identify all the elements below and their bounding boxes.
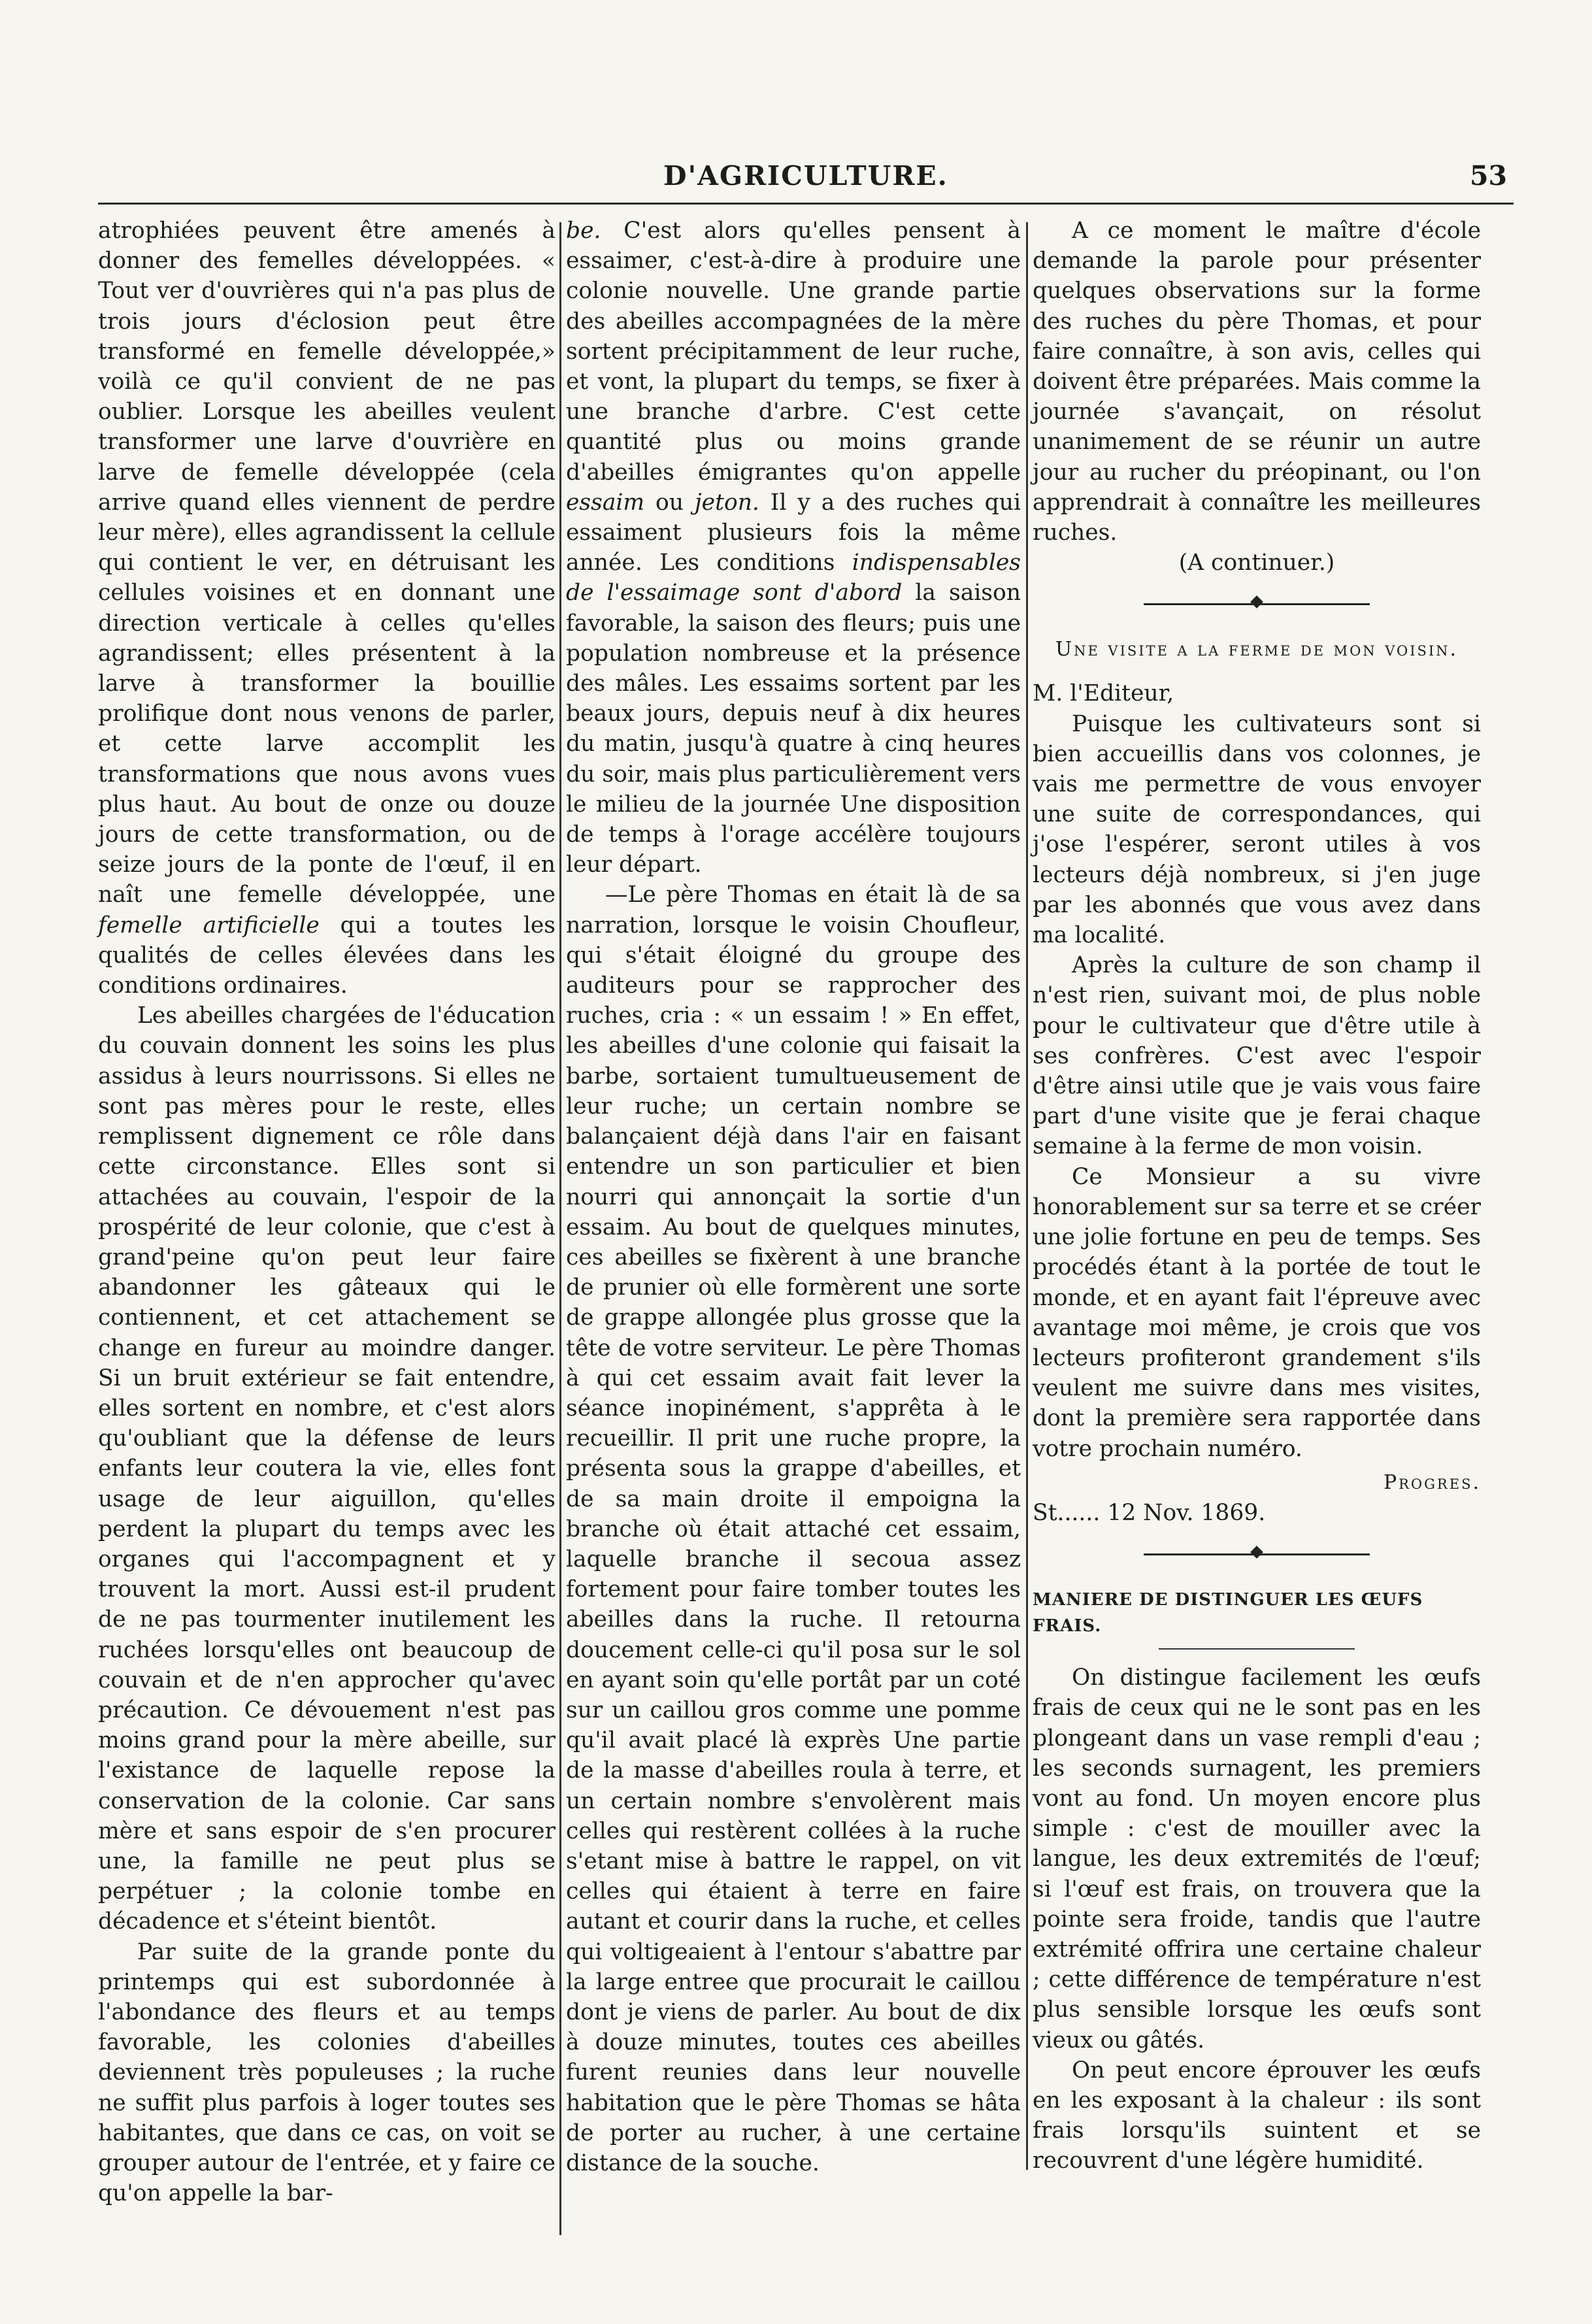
page-number: 53: [1469, 160, 1507, 191]
paragraph: —Le père Thomas en était là de sa narration, lorsque le voisin Choufleur, qui s'était éloigné du groupe des auditeurs pour se rapprocher des ruches, cria : « un essaim ! » En effet, les abeilles d'une colonie qui faisait la barbe, sortaient tumultueusement de leur ruche; un certain nombre se balançaient déjà dans l'air en faisant entendre un son particulier et bien nourri qui annonçait la sortie d'un essaim. Au bout de quelques minutes, ces abeilles se fixèrent à une branche de prunier où elle formèrent une sorte de grappe allongée plus grosse que la tête de votre serviteur. Le père Thomas à qui cet essaim avait fait lever la séance inopinément, s'apprêta à le recueillir. Il prit une ruche propre, la présenta sous la grappe d'abeilles, et de sa main droite il empoigna la branche où était attaché cet essaim, laquelle branche il secoua assez fortement pour faire tomber toutes les abeilles dans la ruche. Il retourna doucement celle-ci qu'il posa sur le sol en ayant soin qu'elle portât par un coté sur un caillou gros comme une pomme qu'il avait placé là exprès Une partie de la masse d'abeilles roula à terre, et un certain nombre s'envolèrent mais celles qui restèrent collées à la ruche s'etant mise à battre le rappel, on vit celles qui étaient à terre en faire autant et courir dans la ruche, et celles qui voltigeaient à l'entour s'abattre par la large entree que procurait le caillou dont je viens de parler. Au bout de dix à douze minutes, toutes ces abeilles furent reunies dans leur nouvelle habitation que le père Thomas se hâta de porter au rucher, à une certaine distance de la souche.: [566, 882, 1021, 2176]
salutation: M. l'Editeur,: [1033, 680, 1174, 707]
paragraph: atrophiées peuvent être amenés à donner des femelles développées. « Tout ver d'ouvrières qui n'a pas plus de trois jours d'éclosion peut être transformé en femelle développée,» voilà ce qu'il convient de ne pas oublier. Lorsque les abeilles veulent transformer une larve d'ouvrière en larve de femelle développée (cela arrive quand elles viennent de perdre leur mère), elles agrandissent la cellule qui contient le ver, en détruisant les cellules voisines et en donnant une direction verticale à celles qu'elles agrandissent; elles présentent à la larve à transformer la bouillie prolifique dont nous venons de parler, et cette larve accomplit les transformations que nous avons vues plus haut. Au bout de onze ou douze jours de cette transformation, ou de seize jours de la ponte de l'œuf, il en naît une femelle développée, une femelle artificielle qui a toutes les qualités de celles élevées dans les conditions ordinaires.: [98, 218, 556, 999]
section-title-eggs: MANIERE DE DISTINGUER LES ŒUFS FRAIS.: [1033, 1590, 1423, 1636]
column-3: [1033, 216, 1481, 2176]
emphasis: femelle artificielle: [98, 912, 320, 938]
column-1: [98, 216, 556, 2208]
paragraph: be. C'est alors qu'elles pensent à essaimer, c'est-à-dire à produire une colonie nouvelle. Une grande partie des abeilles accompagnées de la mère sortent précipitamment de leur ruche, et vont, la plupart du temps, se fixer à une branche d'arbre. C'est cette quantité plus ou moins grande d'abeilles émigrantes qu'on appelle essaim ou jeton. Il y a des ruches qui essaiment plusieurs fois la même année. Les conditions indispensables de l'essaimage sont d'abord la saison favorable, la saison des fleurs; puis une population nombreuse et la présence des mâles. Les essaims sortent par les beaux jours, depuis neuf à dix heures du matin, jusqu'à quatre à cinq heures du soir, mais plus particulièrement vers le milieu de la journée Une disposition de temps à l'orage accélère toujours leur départ.: [566, 218, 1021, 878]
column-2: [566, 216, 1021, 2178]
section-separator: [1033, 1541, 1481, 1567]
paragraph: On distingue facilement les œufs frais de ceux qui ne le sont pas en les plongeant dans un vase rempli d'eau ; les seconds surnagent, les premiers vont au fond. Un moyen encore plus simple : c'est de mouiller avec la langue, les deux extremités de l'œuf; si l'œuf est frais, on trouvera que la pointe sera froide, tandis que l'autre extrémité offrira une certaine chaleur ; cette différence de température n'est plus sensible lorsque les œufs sont vieux ou gâtés.: [1033, 1665, 1481, 2053]
place-date: St...... 12 Nov. 1869.: [1033, 1499, 1266, 1526]
paragraph: On peut encore éprouver les œufs en les exposant à la chaleur : ils sont frais lorsqu'ils suintent et se recouvrent d'une légère humidité.: [1033, 2057, 1481, 2174]
paragraph: Ce Monsieur a su vivre honorablement sur sa terre et se créer une jolie fortune en peu de temps. Ses procédés étant à la portée de tout le monde, et en ayant fait l'épreuve avec avantage moi même, je crois que vos lecteurs profiteront grandement s'ils veulent me suivre dans mes visites, dont la première sera rapportée dans votre prochain numéro.: [1033, 1163, 1481, 1462]
title-underline: [1159, 1648, 1355, 1650]
paragraph: Puisque les cultivateurs sont si bien accueillis dans vos colonnes, je vais me permettre de vous envoyer une suite de correspondances, qui j'ose l'espérer, seront utiles à vos lecteurs déjà nombreux, si j'en juge par les abonnés que vous avez dans ma localité.: [1033, 710, 1481, 949]
paragraph: Après la culture de son champ il n'est rien, suivant moi, de plus noble pour le cultivateur que d'être utile à ses confrères. C'est avec l'espoir d'être ainsi utile que je vais vous faire part d'une visite que je ferai chaque semaine à la ferme de mon voisin.: [1033, 952, 1481, 1160]
to-be-continued: (A continuer.): [1178, 550, 1335, 576]
running-title: D'AGRICULTURE.: [663, 160, 948, 191]
header-rule: [98, 203, 1514, 205]
section-title-visit: Une visite a la ferme de mon voisin.: [1055, 638, 1459, 661]
column-rule-right: [1026, 222, 1028, 2170]
page-header: [98, 160, 1514, 199]
paragraph: Les abeilles chargées de l'éducation du couvain donnent les soins les plus assidus à leurs nourrissons. Si elles ne sont pas mères pour le reste, elles remplissent dignement ce rôle dans cette circonstance. Elles sont si attachées au couvain, l'espoir de la prospérité de leur colonie, que c'est à grand'peine qu'on peut leur faire abandonner les gâteaux qui le contiennent, et cet attachement se change en fureur au moindre danger. Si un bruit extérieur se fait entendre, elles sortent en nombre, et c'est alors qu'oubliant que la défense de leurs enfants leur coutera la vie, elles font usage de leur aiguillon, qu'elles perdent la plupart du temps avec les organes qui l'accompagnent et y trouvent la mort. Aussi est-il prudent de ne pas tourmenter inutilement les ruchées lorsqu'elles ont beaucoup de couvain et de n'en approcher qu'avec précaution. Ce dévouement n'est pas moins grand pour la mère abeille, sur l'existance de laquelle repose la conservation de la colonie. Car sans mère et sans espoir de s'en procurer une, la famille ne peut plus se perpétuer ; la colonie tombe en décadence et s'éteint bientôt.: [98, 1003, 556, 1935]
signature: Progres.: [1383, 1470, 1481, 1494]
column-rule-left: [559, 222, 561, 2235]
paragraph: A ce moment le maître d'école demande la parole pour présenter quelques observations sur la forme des ruches du père Thomas, et pour faire connaître, à son avis, celles qui doivent être préparées. Mais comme la journée s'avançait, on résolut unanimement de se réunir un autre jour au rucher du préopinant, ou l'on apprendrait à connaître les meilleures ruches.: [1033, 218, 1481, 546]
paragraph: Par suite de la grande ponte du printemps qui est subordonnée à l'abondance des fleurs et au temps favorable, les colonies d'abeilles deviennent très populeuses ; la ruche ne suffit plus parfois à loger toutes ses habitantes, que dans ce cas, on voit se grouper autour de l'entrée, et y faire ce qu'on appelle la bar-: [98, 1938, 556, 2207]
section-separator: [1033, 591, 1481, 617]
